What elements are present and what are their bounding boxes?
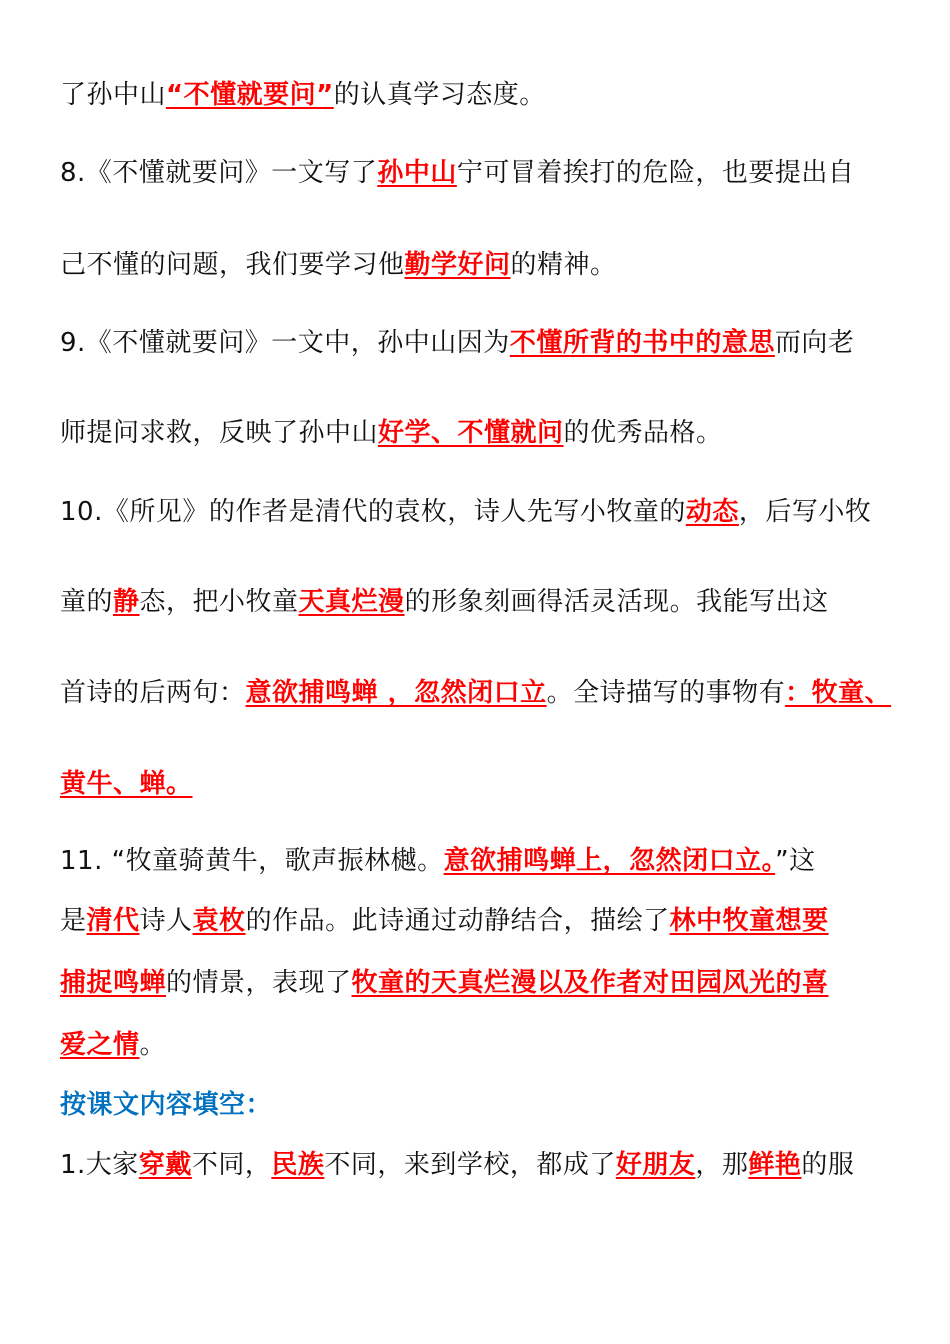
- answer-text: 捕捉鸣蝉: [60, 968, 167, 998]
- answer-text: 爱之情: [60, 1030, 140, 1060]
- text-line-8: [60, 676, 891, 710]
- answer-text: 意欲捕鸣蝉 ，忽然闭口立: [245, 678, 547, 708]
- body-text: ，后写小牧: [738, 497, 872, 527]
- text-line-7: [60, 585, 829, 619]
- body-text: 。全诗描写的事物有: [546, 678, 786, 708]
- text-line-1: [60, 78, 546, 112]
- body-text: 的优秀品格。: [563, 418, 723, 448]
- body-text: 。: [139, 1030, 167, 1060]
- answer-text: 意欲捕鸣蝉上，忽然闭口立。: [443, 846, 776, 876]
- text-line-12: [60, 966, 829, 1000]
- answer-text: 静: [113, 587, 140, 617]
- section-heading: [60, 1088, 272, 1122]
- answer-text: 不懂所背的书中的意思: [509, 328, 775, 358]
- text-line-5: [60, 416, 723, 450]
- text-line-9: [60, 767, 193, 801]
- answer-text: ：牧童、: [785, 678, 892, 708]
- answer-text: 孙中山: [377, 158, 457, 188]
- body-text: 师提问求救，反映了孙中山: [60, 418, 379, 448]
- body-text: 不同，来到学校，都成了: [324, 1150, 616, 1180]
- body-text: 9.《不懂就要问》一文中，孙中山因为: [60, 328, 510, 358]
- body-text: 童的: [60, 587, 114, 617]
- body-text: 8.《不懂就要问》一文写了: [60, 158, 378, 188]
- answer-text: 民族: [271, 1150, 325, 1180]
- answer-text: 好朋友: [615, 1150, 696, 1180]
- answer-text: “不懂就要问”: [166, 80, 334, 110]
- body-text: 的精神。: [510, 250, 617, 280]
- body-text: 首诗的后两句：: [60, 678, 246, 708]
- body-text: ，那: [695, 1150, 749, 1180]
- answer-text: 穿戴: [138, 1150, 192, 1180]
- answer-text: 动态: [685, 497, 739, 527]
- body-text: 的认真学习态度。: [333, 80, 546, 110]
- answer-text: 天真烂漫: [298, 587, 405, 617]
- text-line-3: [60, 248, 617, 282]
- body-text: 宁可冒着挨打的危险，也要提出自: [456, 158, 855, 188]
- answer-text: 好学、不懂就问: [378, 418, 564, 448]
- heading-text: 按课文内容填空：: [60, 1090, 273, 1120]
- body-text: 11. “牧童骑黄牛，歌声振林樾。: [60, 846, 444, 876]
- body-text: 的情景，表现了: [166, 968, 352, 998]
- text-line-10: [60, 844, 816, 878]
- text-line-6: [60, 495, 871, 529]
- text-line-4: [60, 326, 854, 360]
- body-text: 10.《所见》的作者是清代的袁枚，诗人先写小牧童的: [60, 497, 686, 527]
- answer-text: 清代: [86, 906, 140, 936]
- body-text: 诗人: [139, 906, 193, 936]
- body-text: ”这: [775, 846, 816, 876]
- text-line-15: [60, 1148, 854, 1182]
- body-text: 的作品。此诗通过动静结合，描绘了: [245, 906, 670, 936]
- answer-text: 牧童的天真烂漫以及作者对田园风光的喜: [351, 968, 829, 998]
- answer-text: 袁枚: [192, 906, 246, 936]
- answer-text: 林中牧童想要: [669, 906, 829, 936]
- text-line-13: [60, 1028, 166, 1062]
- body-text: 了孙中山: [60, 80, 167, 110]
- body-text: 的形象刻画得活灵活现。我能写出这: [404, 587, 829, 617]
- body-text: 的服: [801, 1150, 855, 1180]
- answer-text: 勤学好问: [404, 250, 511, 280]
- body-text: 己不懂的问题，我们要学习他: [60, 250, 405, 280]
- body-text: 态，把小牧童: [139, 587, 299, 617]
- text-line-11: [60, 904, 829, 938]
- answer-text: 鲜艳: [748, 1150, 802, 1180]
- body-text: 是: [60, 906, 87, 936]
- answer-text: 黄牛、蝉。: [60, 769, 193, 799]
- body-text: 1.大家: [60, 1150, 139, 1180]
- body-text: 而向老: [774, 328, 855, 358]
- body-text: 不同，: [191, 1150, 272, 1180]
- text-line-2: [60, 156, 854, 190]
